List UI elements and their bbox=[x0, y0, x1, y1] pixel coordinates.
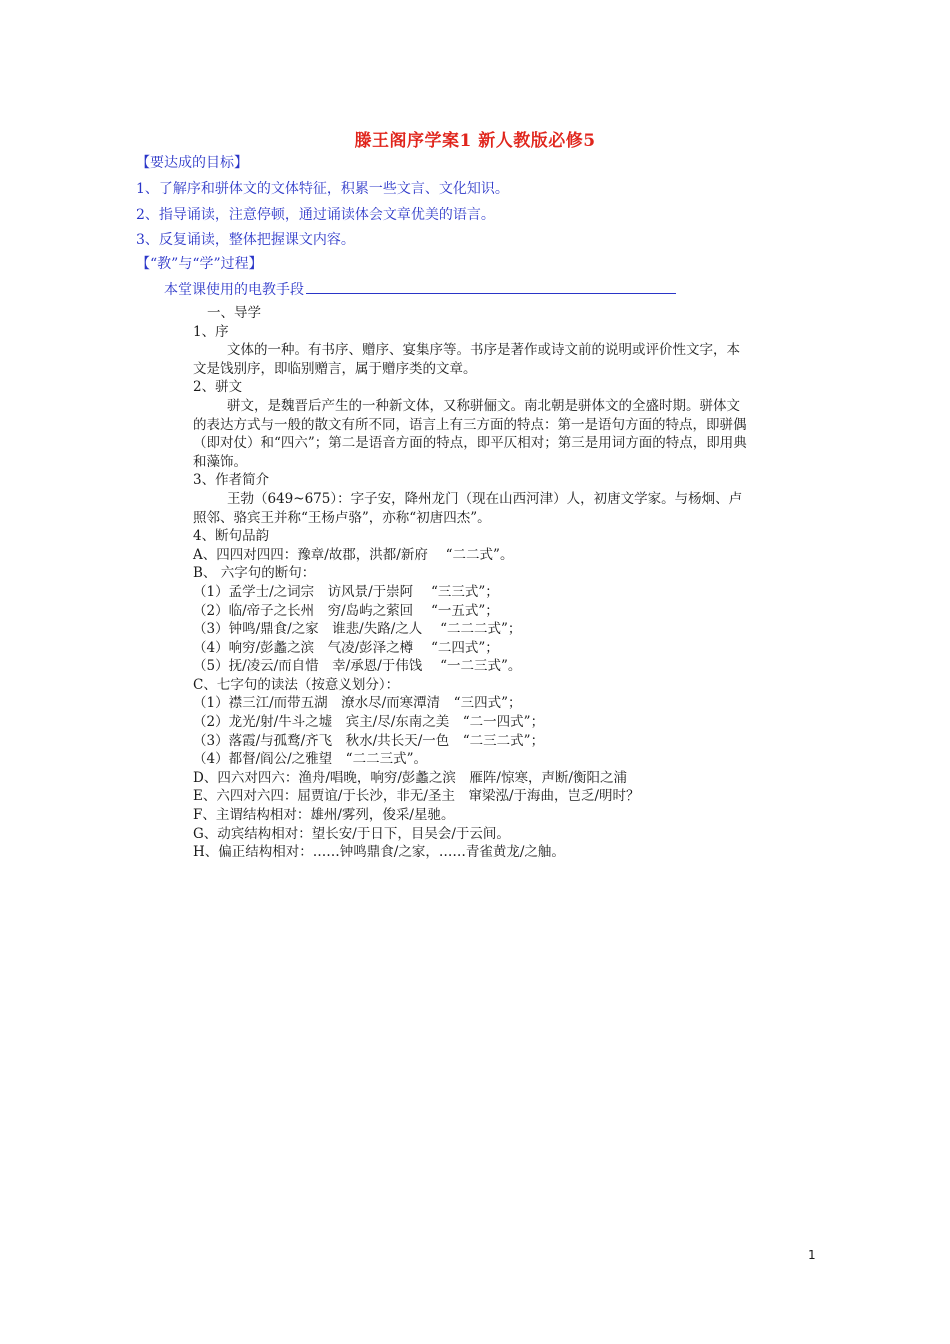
section-heading: 一、导学 bbox=[207, 305, 261, 321]
item-paragraph: 王勃（649~675）：字子安，降州龙门（现在山西河津）人，初唐文学家。与杨炯、卢照邻、骆宾王并称“王杨卢骆”，亦称“初唐四杰”。 bbox=[193, 490, 743, 526]
pattern-example: （2）龙光/射/牛斗之墟 宾主/尽/东南之美 “二一四式”； bbox=[193, 714, 545, 731]
pattern-example: （4）响穷/彭蠡之滨 气凌/彭泽之樽 “二四式”； bbox=[193, 639, 499, 656]
document-title: 滕王阁序学案1 新人教版必修5 bbox=[354, 131, 596, 151]
pattern-example: （1）孟学士/之词宗 访风景/于崇阿 “三三式”； bbox=[193, 583, 499, 600]
pattern-example: （1）襟三江/而带五湖 潦水尽/而寒潭清 “三四式”； bbox=[193, 695, 522, 712]
item-heading: 2、骈文 bbox=[193, 379, 243, 396]
pattern-example: （2）临/帝子之长州 穷/岛屿之萦回 “一五式”； bbox=[193, 602, 499, 619]
pattern-example: （3）落霞/与孤鹜/齐飞 秋水/共长天/一色 “二三二式”； bbox=[193, 732, 545, 749]
media-blank-line[interactable] bbox=[306, 278, 676, 294]
pattern-line: G、动宾结构相对：望长安/于日下，目吴会/于云间。 bbox=[193, 825, 510, 842]
pattern-heading: C、七字句的读法（按意义划分）： bbox=[193, 676, 400, 693]
media-field bbox=[164, 278, 676, 299]
item-heading: 3、作者简介 bbox=[193, 472, 270, 489]
goal-item: 2、指导诵读，注意停顿，通过诵读体会文章优美的语言。 bbox=[136, 207, 495, 223]
item-paragraph: 骈文，是魏晋后产生的一种新文体，又称骈俪文。南北朝是骈体文的全盛时期。骈体文的表达方式与一般的散文有所不同，语言上有三方面的特点：第一是语句方面的特点，即骈偶（即对仗）和“四六”；第二是语音方面的特点，即平仄相对；第三是用词方面的特点，即用典和藻饰。 bbox=[193, 397, 747, 470]
media-label: 本堂课使用的电教手段 bbox=[164, 282, 304, 298]
pattern-line: D、四六对四六：渔舟/唱晚，响穷/彭蠡之滨 雁阵/惊寒，声断/衡阳之浦 bbox=[193, 769, 628, 786]
item-heading: 1、序 bbox=[193, 323, 229, 340]
pattern-line: A、四四对四四：豫章/故郡，洪都/新府 “二二式”。 bbox=[193, 546, 514, 563]
pattern-example: （5）抚/凌云/而自惜 幸/承恩/于伟饯 “一二三式”。 bbox=[193, 658, 522, 675]
page-number: 1 bbox=[808, 1248, 816, 1262]
goal-item: 3、反复诵读，整体把握课文内容。 bbox=[136, 232, 355, 248]
item-heading: 4、断句品韵 bbox=[193, 528, 270, 545]
goal-item: 1、了解序和骈体文的文体特征，积累一些文言、文化知识。 bbox=[136, 181, 509, 197]
pattern-example: （4）都督/阎公/之雅望 “二二三式”。 bbox=[193, 751, 427, 768]
pattern-line: E、六四对六四：屈贾谊/于长沙，非无/圣主 窜梁泓/于海曲，岂乏/明时？ bbox=[193, 788, 640, 805]
process-header: 【“教”与“学”过程】 bbox=[136, 256, 263, 272]
pattern-line: F、主谓结构相对：雄州/雾列，俊采/星驰。 bbox=[193, 807, 455, 824]
pattern-example: （3）钟鸣/鼎食/之家 谁悲/失路/之人 “二二二式”； bbox=[193, 621, 522, 638]
goals-header: 【要达成的目标】 bbox=[136, 155, 248, 171]
item-paragraph: 文体的一种。有书序、赠序、宴集序等。书序是著作或诗文前的说明或评价性文字，本文是饯别序，即临别赠言，属于赠序类的文章。 bbox=[193, 342, 740, 377]
guide-section bbox=[193, 304, 753, 862]
pattern-line: H、偏正结构相对：……钟鸣鼎食/之家，……青雀黄龙/之舳。 bbox=[193, 844, 565, 861]
pattern-heading: B、 六字句的断句： bbox=[193, 565, 316, 582]
